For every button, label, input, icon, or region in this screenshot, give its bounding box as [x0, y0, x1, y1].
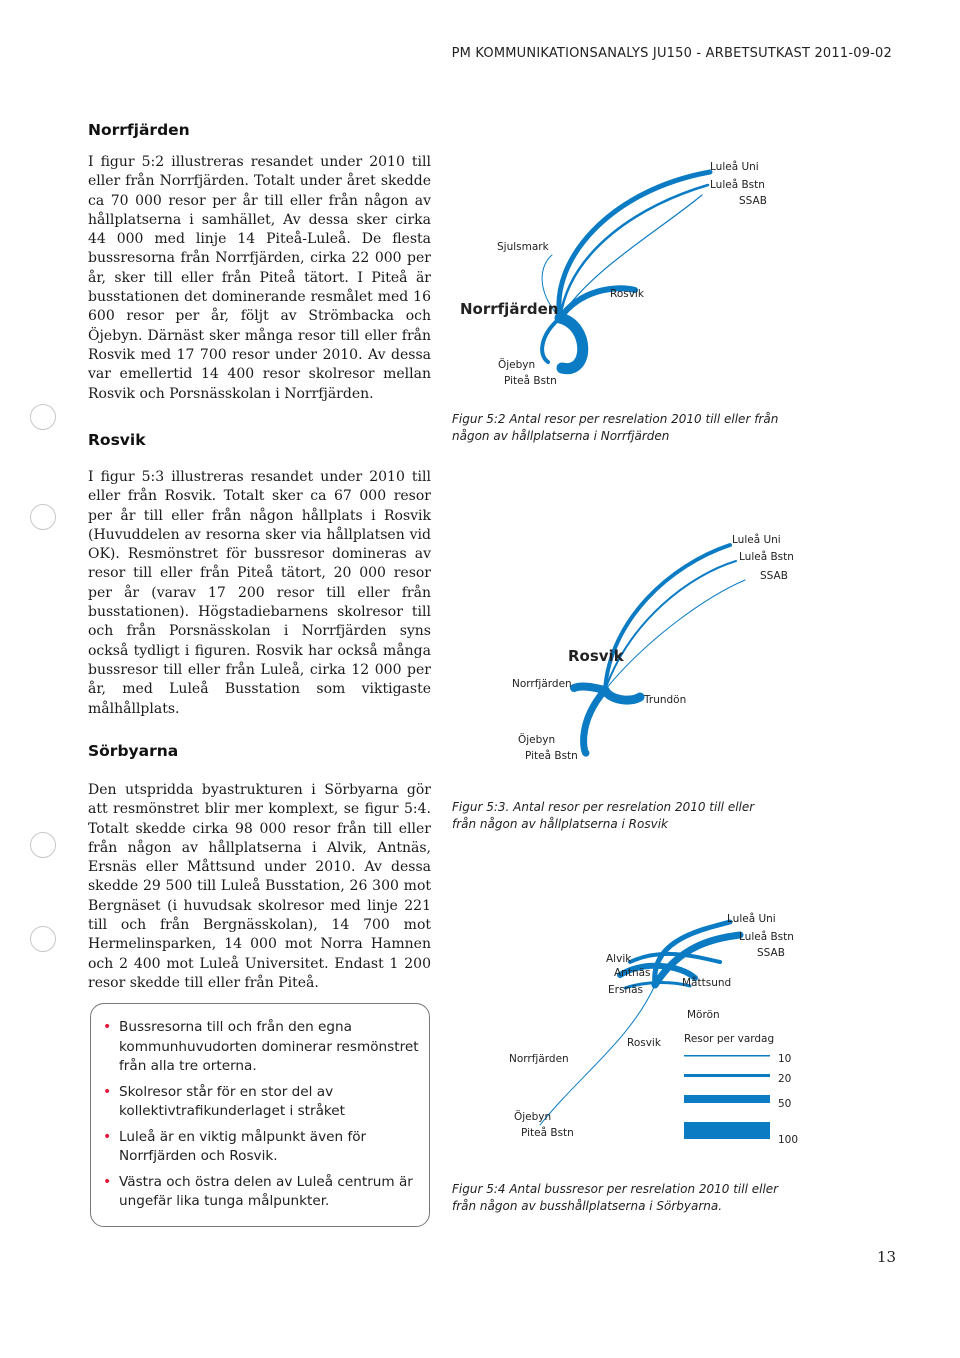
legend-swatch-20 — [684, 1074, 770, 1077]
section-heading-norrfjarden: Norrfjärden — [88, 121, 190, 139]
fig3-label-lulea-bstn: Luleå Bstn — [739, 551, 794, 563]
fig4-label-lulea-bstn: Luleå Bstn — [739, 931, 794, 943]
legend-title: Resor per vardag — [684, 1033, 775, 1045]
fig3-label-lulea-uni: Luleå Uni — [732, 534, 781, 546]
flow-line-trundon — [605, 690, 640, 700]
legend-label-10: 10 — [778, 1053, 792, 1065]
summary-bullet-text: Skolresor står för en stor del av kollektivtrafikunderlaget i stråket — [119, 1083, 345, 1119]
fig3-label-norrfjarden: Norrfjärden — [512, 678, 572, 690]
figure-5-4-caption: Figur 5:4 Antal bussresor per resrelation 2010 till eller från någon av busshållplatserna i Sörbyarna. — [452, 1182, 779, 1213]
flow-line-ojebyn — [542, 318, 560, 362]
summary-list — [103, 1018, 419, 1212]
bullet-dot-icon: • — [103, 1083, 112, 1100]
legend-swatch-50 — [684, 1095, 770, 1103]
figure-5-2-caption: Figur 5:2 Antal resor per resrelation 2010 till eller från någon av hållplatserna i Norrfjärden — [452, 412, 779, 443]
fig2-label-ojebyn: Öjebyn — [498, 359, 536, 371]
fig2-label-sjulsmark: Sjulsmark — [497, 241, 549, 253]
fig3-label-pitea-bstn: Piteå Bstn — [525, 750, 578, 762]
summary-bullet-text: Bussresorna till och från den egna kommunhuvudorten dominerar resmönstret från alla tre orterna. — [119, 1019, 419, 1074]
section-heading-rosvik: Rosvik — [88, 431, 146, 449]
bullet-dot-icon: • — [103, 1019, 112, 1035]
figure-5-2-flow-diagram — [440, 150, 820, 400]
binder-hole — [30, 504, 56, 530]
legend-swatch-10 — [684, 1055, 770, 1057]
section-paragraph-norrfjarden: I figur 5:2 illustreras resandet under 2010 till eller från Norrfjärden. Totalt under året skedde ca 70 000 resor per år till eller från någon av hållplatserna i samhället, Av dessa sker cirka 44 000 med linje 14 Piteå-Luleå. De flesta bussresorna från Norrfjärden, cirka 22 000 per år, sker till eller från Piteå tätort. I Piteå är busstationen det dominerande resmålet med 16 600 resor per år, följt av Strömbacka och Öjebyn. Därnäst sker många resor till eller från Rosvik med 17 700 resor under 2010. Av dessa var emellertid 14 400 resor skolresor mellan Rosvik och Porsnässkolan i Norrfjärden. — [88, 154, 431, 402]
summary-bullet — [103, 1018, 419, 1077]
fig3-label-ojebyn: Öjebyn — [518, 734, 556, 746]
fig4-label-norrfjarden: Norrfjärden — [509, 1053, 569, 1065]
running-header: PM KOMMUNIKATIONSANALYS JU150 - ARBETSUTKAST 2011-09-02 — [451, 46, 892, 61]
fig3-label-ssab: SSAB — [760, 570, 788, 582]
binder-hole — [30, 404, 56, 430]
fig4-label-alvik: Alvik — [606, 953, 632, 965]
fig2-label-rosvik: Rosvik — [610, 288, 644, 300]
fig4-label-pitea-bstn: Piteå Bstn — [521, 1127, 574, 1139]
fig4-label-ersnas: Ersnäs — [608, 984, 643, 996]
fig2-label-lulea-uni: Luleå Uni — [710, 161, 759, 173]
page-number: 13 — [877, 1248, 897, 1266]
fig2-label-lulea-bstn: Luleå Bstn — [710, 179, 765, 191]
section-paragraph-rosvik: I figur 5:3 illustreras resandet under 2010 till eller från Rosvik. Totalt sker ca 67 000 resor per år till eller från någon hållplats i Rosvik (Huvuddelen av resorna sker via hållplatsen vid OK). Resmönstret för bussresor domineras av resor till eller från Piteå tätort, 20 000 resor per år (varav 17 200 resor till eller från busstationen). Högstadiebarnens skolresor till och från Porsnässkolan i Norrfjärden syns också tydligt i figuren. Rosvik har också många bussresor till eller från Luleå, cirka 12 000 per år, med Luleå Busstation som viktigaste målhållplats. — [88, 469, 431, 717]
binder-hole — [30, 926, 56, 952]
section-heading-sorbyarna: Sörbyarna — [88, 742, 179, 760]
flow-line-pitea — [584, 690, 605, 753]
flow-lines — [542, 172, 710, 369]
figure-5-3-flow-diagram — [500, 525, 810, 770]
fig2-center-label: Norrfjärden — [460, 300, 559, 318]
section-paragraph-sorbyarna: Den utspridda byastrukturen i Sörbyarna gör att resmönstret blir mer komplext, se figur 5:4. Totalt skedde cirka 98 000 resor från till eller från någon av hållplatserna i Alvik, Antnäs, Ersnäs eller Måttsund under 2010. Av dessa skedde 29 500 till Luleå Busstation, 26 300 mot Bergnäset (i huvudsak skolresor med linje 221 till och från Bergnässkolan), 14 700 mot Hermelinsparken, 14 000 mot Norra Hamnen och 2 400 mot Luleå Universitet. Endast 1 200 resor skedde till eller från Piteå. — [88, 782, 431, 991]
bullet-dot-icon: • — [103, 1173, 112, 1190]
legend-swatch-100 — [684, 1122, 770, 1139]
fig2-label-ssab: SSAB — [739, 195, 767, 207]
fig4-label-lulea-uni: Luleå Uni — [727, 913, 776, 925]
flow-lines — [540, 922, 740, 1125]
fig3-center-label: Rosvik — [568, 647, 624, 665]
flow-line-ssab — [605, 580, 745, 690]
fig4-label-ojebyn: Öjebyn — [514, 1111, 552, 1123]
figure-5-3-caption: Figur 5:3. Antal resor per resrelation 2010 till eller från någon av hållplatserna i Rosvik — [452, 800, 755, 831]
summary-bullet — [103, 1083, 419, 1122]
fig4-label-mattsund: Måttsund — [682, 977, 732, 989]
fig4-label-rosvik: Rosvik — [627, 1037, 661, 1049]
flow-legend — [684, 1033, 798, 1146]
figure-5-4-flow-diagram — [480, 900, 820, 1150]
binder-hole — [30, 832, 56, 858]
legend-label-100: 100 — [778, 1134, 799, 1146]
fig3-label-trundon: Trundön — [644, 694, 687, 706]
flow-line-norrfjarden — [574, 687, 605, 690]
bullet-dot-icon: • — [103, 1128, 112, 1145]
summary-box — [90, 1003, 430, 1227]
legend-label-50: 50 — [778, 1098, 792, 1110]
summary-bullet-text: Luleå är en viktig målpunkt även för Norrfjärden och Rosvik. — [119, 1128, 367, 1164]
fig4-label-ssab: SSAB — [757, 947, 785, 959]
fig2-label-pitea-bstn: Piteå Bstn — [504, 375, 557, 387]
summary-bullet — [103, 1173, 419, 1212]
summary-bullet — [103, 1128, 419, 1167]
fig4-label-moron: Mörön — [687, 1009, 720, 1021]
summary-bullet-text: Västra och östra delen av Luleå centrum är ungefär lika tunga målpunkter. — [119, 1173, 413, 1209]
legend-label-20: 20 — [778, 1073, 792, 1085]
fig4-label-antnas: Antnäs — [614, 967, 651, 979]
flow-line-pitea — [560, 318, 583, 369]
